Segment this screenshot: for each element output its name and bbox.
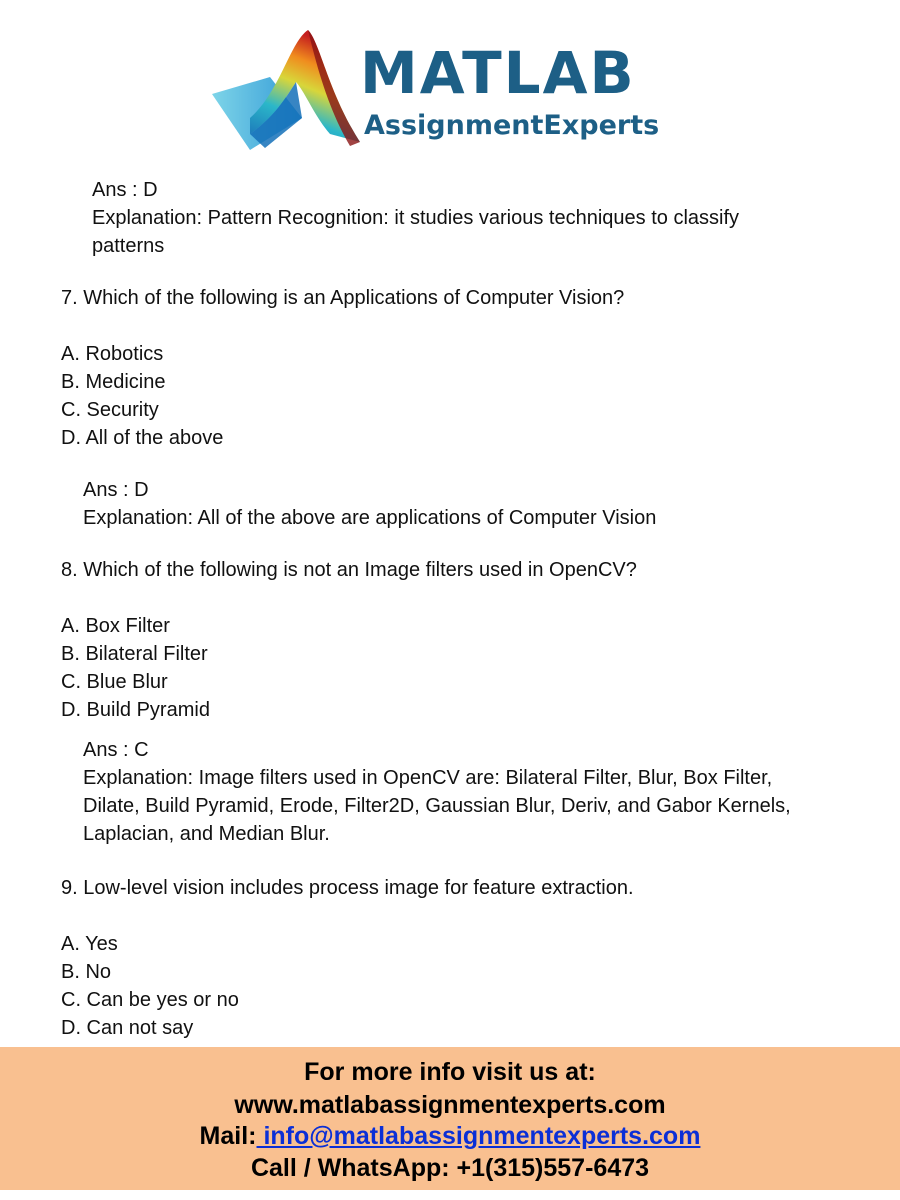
q6-answer: Ans : D — [92, 179, 158, 201]
q7-option-a: A. Robotics — [61, 343, 164, 365]
logo-title: MATLAB — [360, 39, 636, 107]
q8-explanation-line3: Laplacian, and Median Blur. — [83, 823, 330, 845]
q9-option-a: A. Yes — [61, 933, 118, 955]
q7-option-d: D. All of the above — [61, 427, 224, 449]
footer-website-link[interactable]: www.matlabassignmentexperts.com — [234, 1091, 666, 1119]
contact-footer — [0, 1047, 900, 1190]
logo-subtitle: AssignmentExperts — [364, 110, 660, 141]
q8-option-b: B. Bilateral Filter — [61, 643, 208, 665]
q9-option-d: D. Can not say — [61, 1017, 194, 1039]
q7-option-c: C. Security — [61, 399, 159, 421]
q6-explanation-line1: Explanation: Pattern Recognition: it studies various techniques to classify — [92, 207, 740, 229]
footer-phone: Call / WhatsApp: +1(315)557-6473 — [250, 1154, 650, 1182]
q9-question: 9. Low-level vision includes process image for feature extraction. — [61, 877, 634, 899]
q8-explanation-line1: Explanation: Image filters used in OpenCV are: Bilateral Filter, Blur, Box Filter, — [83, 767, 773, 789]
q7-option-b: B. Medicine — [61, 371, 166, 393]
q7-answer: Ans : D — [83, 479, 149, 501]
q9-option-b: B. No — [61, 961, 112, 983]
q7-explanation: Explanation: All of the above are applications of Computer Vision — [83, 507, 657, 529]
brand-logo — [210, 22, 660, 162]
q9-option-c: C. Can be yes or no — [61, 989, 239, 1011]
q8-option-d: D. Build Pyramid — [61, 699, 210, 721]
q6-explanation-line2: patterns — [92, 235, 165, 257]
q8-answer: Ans : C — [83, 739, 149, 761]
footer-mail-label: Mail: — [199, 1122, 257, 1150]
footer-mail-link[interactable]: info@matlabassignmentexperts.com — [256, 1122, 701, 1150]
footer-visit-text: For more info visit us at: — [304, 1058, 596, 1086]
q8-question: 8. Which of the following is not an Image filters used in OpenCV? — [61, 559, 637, 581]
q7-question: 7. Which of the following is an Applications of Computer Vision? — [61, 287, 625, 309]
q8-option-a: A. Box Filter — [61, 615, 170, 637]
footer-mail — [0, 1121, 900, 1151]
matlab-membrane-icon — [210, 22, 370, 162]
q8-option-c: C. Blue Blur — [61, 671, 168, 693]
q8-explanation-line2: Dilate, Build Pyramid, Erode, Filter2D, Gaussian Blur, Deriv, and Gabor Kernels, — [83, 795, 791, 817]
